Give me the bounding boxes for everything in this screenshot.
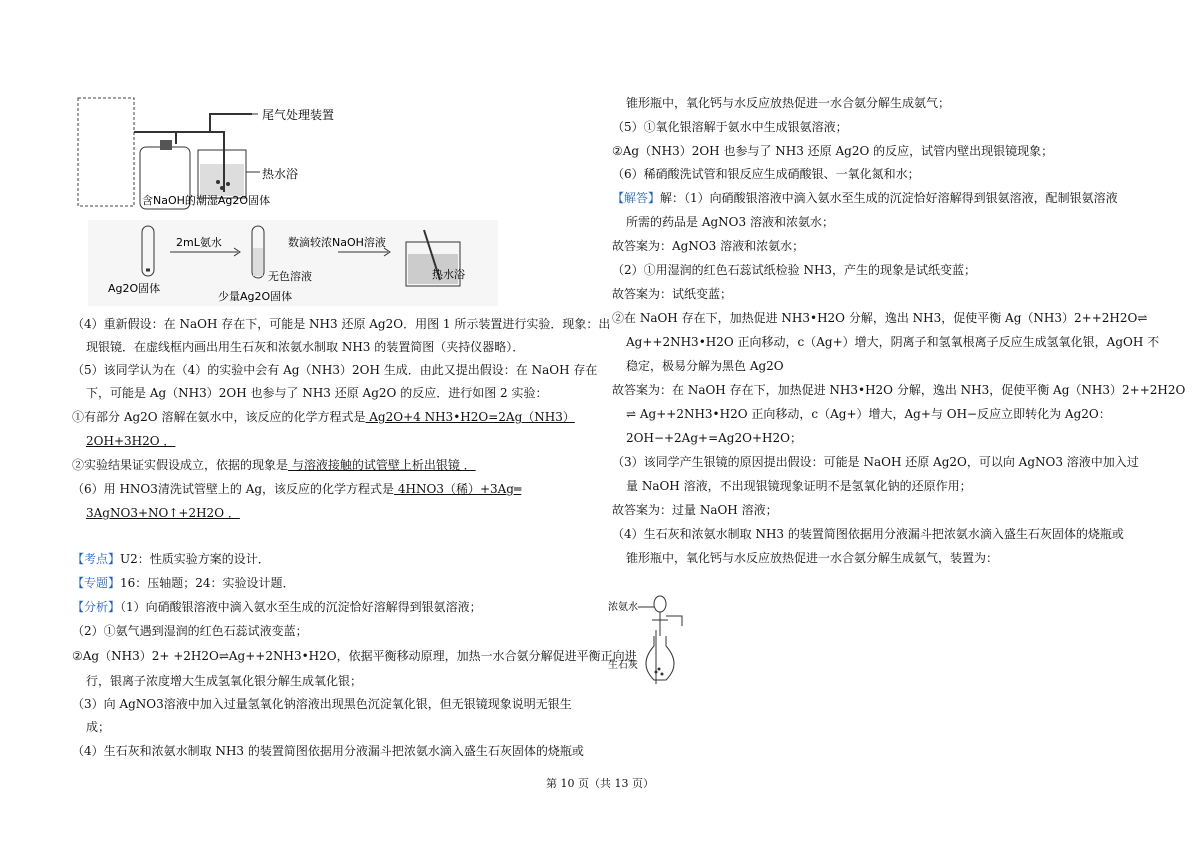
q4-line-1: （4）重新假设：在 NaOH 存在下，可能是 NH3 还原 Ag2O．用图 1 所示装置进行实验．现象：出 (72, 317, 611, 331)
zhuanti-line (72, 572, 295, 595)
figure-2-procedure (88, 220, 498, 306)
right-line-18: 故答案为：过量 NaOH 溶液； (612, 503, 778, 517)
q5-2-line (72, 454, 476, 477)
jieda-line (612, 187, 1118, 210)
q6-line (72, 478, 521, 501)
fig1-hot-water-label: 热水浴 (262, 167, 299, 181)
fenxi-line-2: （2）①氨气遇到湿润的红色石蕊试液变蓝； (72, 624, 308, 638)
fenxi-1: （1）向硝酸银溶液中滴入氨水至生成的沉淀恰好溶解得到银氨溶液； (120, 600, 482, 614)
q5-1-answer-b: 2OH+3H2O ． (86, 434, 176, 448)
kaodian-tag: 【考点】 (72, 552, 121, 566)
right-line-6: 所需的药品是 AgNO3 溶液和浓氨水； (626, 215, 834, 229)
right-line-19: （4）生石灰和浓氨水制取 NH3 的装置简图依据用分液漏斗把浓氨水滴入盛生石灰固体的烧瓶或 (612, 527, 1124, 541)
right-line-14: ⇌ Ag++2NH3•H2O 正向移动，c（Ag+）增大，Ag+与 OH−反应立即转化为 Ag2O： (626, 407, 1111, 421)
fenxi-line-5a: （4）生石灰和浓氨水制取 NH3 的装置简图依据用分液漏斗把浓氨水滴入盛生石灰固体的烧瓶或 (72, 744, 584, 758)
q5-line-1: （5）该同学认为在（4）的实验中会有 Ag（NH3）2OH 生成．由此又提出假设：在 NaOH 存在 (72, 363, 598, 377)
fig2-hot-water-label: 热水浴 (432, 268, 465, 281)
fig2-solid-label: Ag2O固体 (108, 282, 161, 295)
figure-3-nh3-apparatus (608, 592, 718, 692)
q4-line-2: 现银镜．在虚线框内画出用生石灰和浓氨水制取 NH3 的装置简图（夹持仪器略）． (86, 340, 525, 354)
right-line-8: （2）①用湿润的红色石蕊试纸检验 NH3，产生的现象是试纸变蓝； (612, 263, 977, 277)
fig2-small-solid-label: 少量Ag2O固体 (218, 290, 293, 303)
right-line-4: （6）稀硝酸洗试管和银反应生成硝酸银、一氧化氮和水； (612, 167, 920, 181)
right-line-15: 2OH−+2Ag+=Ag2O+H2O； (626, 431, 802, 445)
q5-1-line (72, 406, 575, 429)
q5-1-answer-a: Ag2O+4 NH3•H2O=2Ag（NH3） (365, 410, 575, 424)
zhuanti-text: 16：压轴题；24：实验设计题． (120, 576, 295, 590)
q6-prefix: （6）用 HNO3清洗试管壁上的 Ag，该反应的化学方程式是 (72, 482, 395, 496)
fenxi-line-3b: 行，银离子浓度增大生成氢氧化银分解生成氧化银； (86, 674, 363, 688)
fenxi-line-4b: 成； (86, 720, 111, 734)
right-line-11: Ag++2NH3•H2O 正向移动，c（Ag+）增大，阴离子和氢氧根离子反应生成氢氧化银，AgOH 不 (626, 335, 1160, 349)
q6-answer-a: 4HNO3（稀）+3Ag═ (394, 482, 522, 496)
fenxi-tag: 【分析】 (72, 600, 121, 614)
right-line-9: 故答案为：试纸变蓝； (612, 287, 733, 301)
kaodian-text: U2：性质实验方案的设计． (120, 552, 270, 566)
fig3-lime-label: 生石灰 (608, 660, 638, 671)
q5-2-answer: 与溶液接触的试管壁上析出银镜 ． (288, 458, 476, 472)
figure-1-apparatus (72, 92, 372, 212)
right-line-12: 稳定，极易分解为黑色 Ag2O (626, 359, 784, 373)
right-line-20: 锥形瓶中，氧化钙与水反应放热促进一水合氨分解生成氨气，装置为： (626, 551, 999, 565)
zhuanti-tag: 【专题】 (72, 576, 121, 590)
right-line-7: 故答案为：AgNO3 溶液和浓氨水； (612, 239, 805, 253)
fig1-tail-gas-label: 尾气处理装置 (262, 108, 335, 122)
right-line-17: 量 NaOH 溶液，不出现银镜现象证明不是氢氧化钠的还原作用； (626, 479, 972, 493)
page-footer: 第 10 页（共 13 页） (546, 777, 654, 790)
fig1-solid-label: 含NaOH的潮湿Ag2O固体 (142, 194, 271, 207)
q5-2-prefix: ②实验结果证实假设成立，依据的现象是 (72, 458, 289, 472)
right-line-3: ②Ag（NH3）2OH 也参与了 NH3 还原 Ag2O 的反应，试管内壁出现银镜现象； (612, 144, 1054, 158)
q5-line-2: 下，可能是 Ag（NH3）2OH 也参与了 NH3 还原 Ag2O 的反应．进行如图 2 实验： (86, 386, 548, 400)
q5-1-prefix: ①有部分 Ag2O 溶解在氨水中，该反应的化学方程式是 (72, 410, 366, 424)
fig2-solution-label: 无色溶液 (268, 270, 312, 283)
right-line-5: 解：（1）向硝酸银溶液中滴入氨水至生成的沉淀恰好溶解得到银氨溶液，配制银氨溶液 (660, 191, 1118, 205)
jieda-tag: 【解答】 (612, 191, 661, 205)
right-line-1: 锥形瓶中，氧化钙与水反应放热促进一水合氨分解生成氨气； (626, 96, 951, 110)
fig2-step2-label: 数滴较浓NaOH溶液 (288, 236, 386, 249)
right-line-10: ②在 NaOH 存在下，加热促进 NH3•H2O 分解，逸出 NH3，促使平衡 Ag（NH3）2++2H2O⇌ (612, 311, 1148, 325)
fig3-ammonia-label: 浓氨水 (608, 602, 638, 613)
kaodian-line (72, 548, 270, 571)
right-line-16: （3）该同学产生银镜的原因提出假设：可能是 NaOH 还原 Ag2O，可以向 AgNO3 溶液中加入过 (612, 455, 1139, 469)
right-line-13: 故答案为：在 NaOH 存在下，加热促进 NH3•H2O 分解，逸出 NH3，促使平衡 Ag（NH3）2++2H2O (612, 383, 1186, 397)
q6-answer-b: 3AgNO3+NO↑+2H2O ． (86, 506, 240, 520)
right-line-2: （5）①氧化银溶解于氨水中生成银氨溶液； (612, 120, 848, 134)
fig2-step1-label: 2mL氨水 (176, 236, 222, 249)
fenxi-line-4a: （3）向 AgNO3溶液中加入过量氢氧化钠溶液出现黑色沉淀氧化银，但无银镜现象说明无银生 (72, 697, 572, 711)
fenxi-line-1 (72, 596, 482, 619)
fenxi-line-3a: ②Ag（NH3）2+ +2H2O⇌Ag++2NH3•H2O，依据平衡移动原理，加热一水合氨分解促进平衡正向进 (72, 649, 637, 663)
